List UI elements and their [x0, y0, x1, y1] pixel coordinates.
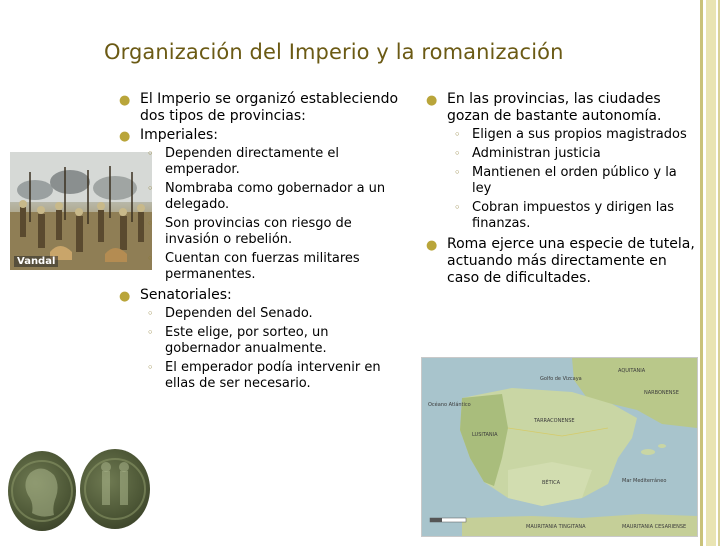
list-item [113, 287, 403, 392]
sub-item-text: Este elige, por sorteo, un gobernador anualmente. [165, 325, 329, 356]
right-bullet-list [420, 91, 700, 287]
sub-item-text: Dependen directamente el emperador. [165, 146, 339, 177]
sub-list-item [447, 165, 700, 197]
list-item-text: Senatoriales: [140, 287, 232, 303]
map-label-lusitania: LUSITANIA [472, 432, 498, 438]
roman-coin-image [8, 451, 76, 531]
sub-bullet-icon: ◦ [454, 128, 461, 141]
list-item [113, 91, 403, 125]
decorative-bar [700, 0, 703, 546]
bullet-icon: ● [119, 289, 131, 304]
map-label-mauritania-tingitana: MAURITANIA TINGITANA [526, 524, 586, 530]
list-item-text: En las provincias, las ciudades gozan de bastante autonomía. [447, 91, 662, 124]
sub-list [140, 306, 403, 392]
map-label-oceano: Océano Atlántico [428, 402, 471, 408]
sub-list-item [140, 146, 403, 178]
sub-list-item [447, 200, 700, 232]
sub-bullet-icon: ◦ [147, 326, 154, 339]
bullet-icon: ● [426, 238, 438, 253]
sub-bullet-icon: ◦ [147, 252, 154, 265]
sub-bullet-icon: ◦ [147, 307, 154, 320]
bullet-icon: ● [119, 129, 131, 144]
map-label-tarraconense: TARRACONENSE [534, 418, 575, 424]
sub-list-item [140, 216, 403, 248]
left-bullet-list [113, 91, 403, 392]
map-label-mauritania-cesariense: MAURITANIA CESARIENSE [622, 524, 687, 530]
sub-item-text: Eligen a sus propios magistrados [472, 127, 687, 142]
map-label-golfo: Golfo de Vizcaya [540, 376, 582, 382]
image-caption: Vandal [14, 256, 58, 267]
left-column [113, 91, 403, 396]
sub-item-text: Son provincias con riesgo de invasión o rebelión. [165, 216, 352, 247]
list-item-text: El Imperio se organizó estableciendo dos tipos de provincias: [140, 91, 399, 124]
list-item [420, 236, 700, 287]
map-label-betica: BÉTICA [542, 480, 561, 486]
sub-bullet-icon: ◦ [454, 201, 461, 214]
sub-bullet-icon: ◦ [147, 361, 154, 374]
sub-list-item [140, 306, 403, 322]
coin-portrait [8, 451, 76, 531]
coin-reverse [80, 449, 150, 529]
sub-bullet-icon: ◦ [454, 147, 461, 160]
sub-list [447, 127, 700, 232]
sub-list-item [140, 181, 403, 213]
sub-bullet-icon: ◦ [147, 217, 154, 230]
sub-item-text: El emperador podía intervenir en ellas de ser necesario. [165, 360, 381, 391]
sub-list [140, 146, 403, 283]
sub-list-item [447, 146, 700, 162]
sub-item-text: Dependen del Senado. [165, 306, 313, 321]
sub-bullet-icon: ◦ [454, 166, 461, 179]
sub-item-text: Cuentan con fuerzas militares permanentes. [165, 251, 360, 282]
sub-list-item [447, 127, 700, 143]
sub-list-item [140, 325, 403, 357]
hispania-map [421, 357, 698, 537]
sub-bullet-icon: ◦ [147, 147, 154, 160]
sub-list-item [140, 360, 403, 392]
map-illustration [422, 358, 697, 536]
sub-item-text: Administran justicia [472, 146, 601, 161]
list-item [113, 127, 403, 283]
sub-bullet-icon: ◦ [147, 182, 154, 195]
map-label-aquitania: AQUITANIA [618, 368, 646, 374]
sub-list-item [140, 251, 403, 283]
sub-item-text: Nombraba como gobernador a un delegado. [165, 181, 386, 212]
list-item-text: Roma ejerce una especie de tutela, actuando más directamente en caso de dificultades. [447, 236, 695, 286]
roman-coin-image [80, 449, 150, 529]
list-item-text: Imperiales: [140, 127, 219, 143]
decorative-bar [718, 0, 720, 546]
slide-title: Organización del Imperio y la romanización [104, 40, 564, 64]
map-label-narbonense: NARBONENSE [644, 390, 679, 396]
bullet-icon: ● [119, 93, 131, 108]
map-label-mar: Mar Mediterráneo [622, 478, 667, 484]
right-column [420, 91, 700, 289]
sub-item-text: Mantienen el orden público y la ley [472, 165, 677, 196]
sub-item-text: Cobran impuestos y dirigen las finanzas. [472, 200, 675, 231]
list-item [420, 91, 700, 232]
bullet-icon: ● [426, 93, 438, 108]
decorative-bar [706, 0, 716, 546]
